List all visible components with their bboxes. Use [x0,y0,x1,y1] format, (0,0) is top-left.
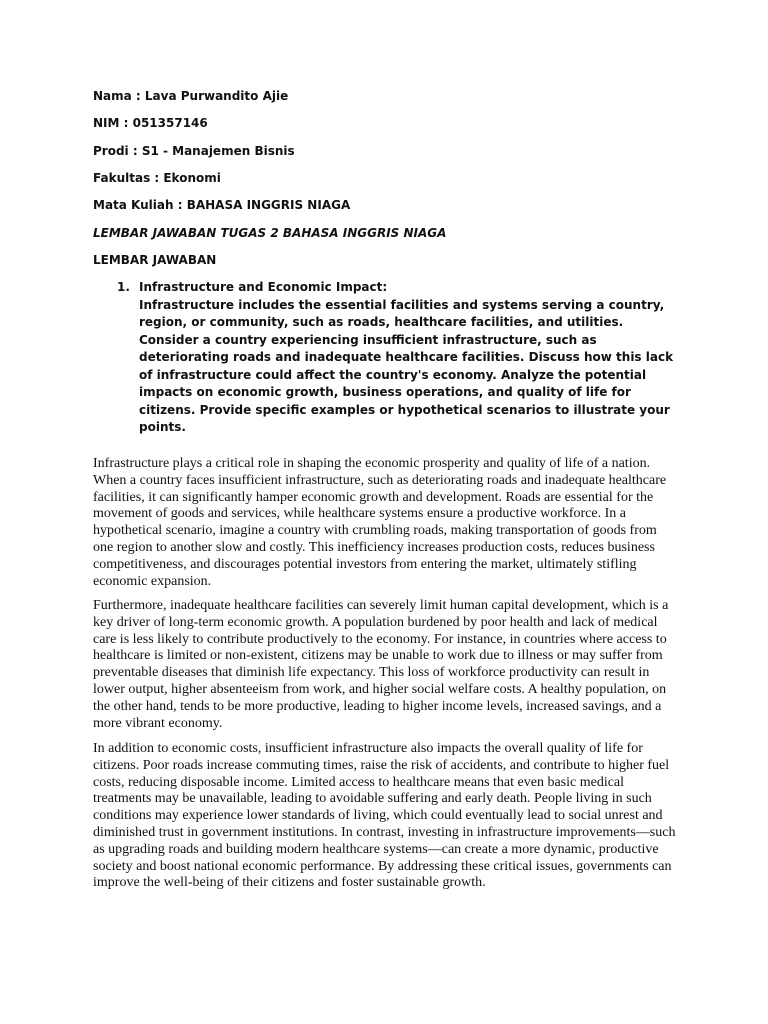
answer-paragraph-3: In addition to economic costs, insufficient infrastructure also impacts the overall quality of life for citizens. Poor roads increase commuting times, raise the risk of accidents, and contribute to higher fuel costs, reducing disposable income. Limited access to healthcare means that even basic medical treatments may be unavailable, leading to avoidable suffering and early death. People living in such conditions may experience lower standards of living, which could eventually lead to social unrest and diminished trust in government institutions. In contrast, investing in infrastructure improvements—such as upgrading roads and building modern healthcare systems—can create a more dynamic, productive society and boost national economic performance. By addressing these critical issues, governments can improve the well-being of their citizens and foster sustainable growth. [93,741,676,891]
answer-paragraph-1: Infrastructure plays a critical role in shaping the economic prosperity and quality of life of a nation. When a country faces insufficient infrastructure, such as deteriorating roads and inadequate healthcare facilities, it can significantly hamper economic growth and development. Roads are essential for the movement of goods and services, while healthcare systems ensure a productive workforce. In a hypothetical scenario, imagine a country with crumbling roads, making transportation of goods from one region to another slow and costly. This inefficiency increases production costs, reduces business competitiveness, and discourages potential investors from entering the market, ultimately stifling economic expansion. [93,456,667,589]
question-number: 1. [117,280,130,294]
answer-heading: LEMBAR JAWABAN [93,253,217,267]
student-name: Nama : Lava Purwandito Ajie [93,89,289,103]
study-program: Prodi : S1 - Manajemen Bisnis [93,144,295,158]
assignment-title: LEMBAR JAWABAN TUGAS 2 BAHASA INGGRIS NIAGA [93,226,447,240]
question-title: Infrastructure and Economic Impact: [139,280,388,294]
question-item [117,279,677,437]
student-nim: NIM : 051357146 [93,116,208,130]
question-text: Infrastructure includes the essential facilities and systems serving a country, region, or community, such as roads, healthcare facilities, and utilities. Consider a country experiencing insufficient infrastructure, such as deteriorating roads and inadequate healthcare facilities. Discuss how this lack of infrastructure could affect the country's economy. Analyze the potential impacts on economic growth, business operations, and quality of life for citizens. Provide specific examples or hypothetical scenarios to illustrate your points. [139,297,674,434]
answer-paragraph-2: Furthermore, inadequate healthcare facilities can severely limit human capital development, which is a key driver of long-term economic growth. A population burdened by poor health and lack of medical care is less likely to contribute productively to the economy. For instance, in countries where access to healthcare is limited or non-existent, citizens may be unable to work due to illness or may suffer from preventable diseases that diminish life expectancy. This loss of workforce productivity can result in lower output, higher absenteeism from work, and higher social welfare costs. A healthy population, on the other hand, tends to be more productive, leading to higher income levels, increased savings, and a more vibrant economy. [93,598,669,731]
faculty: Fakultas : Ekonomi [93,171,221,185]
course-name: Mata Kuliah : BAHASA INGGRIS NIAGA [93,198,351,212]
